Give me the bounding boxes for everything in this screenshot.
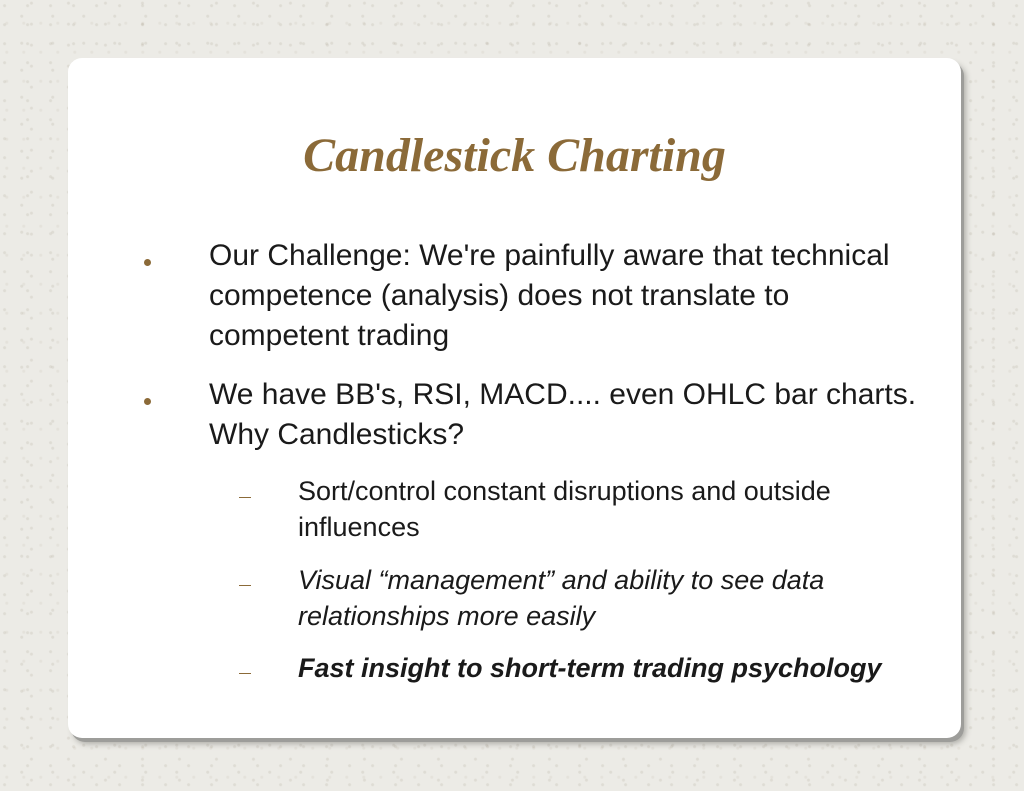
bullet-text: We have BB's, RSI, MACD.... even OHLC bar charts. Why Candlesticks? — [209, 378, 917, 451]
sub-bullet-text: Fast insight to short-term trading psychology — [298, 653, 882, 683]
bullet-dot-icon — [144, 259, 151, 266]
sub-bullet-text: Visual “management” and ability to see data relationships more easily — [298, 565, 825, 631]
dash-icon — [239, 585, 251, 586]
slide-title: Candlestick Charting — [303, 129, 726, 182]
dash-icon — [239, 497, 251, 498]
slide-card — [68, 58, 961, 738]
dash-icon — [239, 673, 251, 674]
bullet-dot-icon — [144, 398, 151, 405]
bullet-text: Our Challenge: We're painfully aware that technical competence (analysis) does not translate to competent trading — [209, 239, 890, 352]
sub-bullet-text: Sort/control constant disruptions and outside influences — [298, 476, 831, 542]
